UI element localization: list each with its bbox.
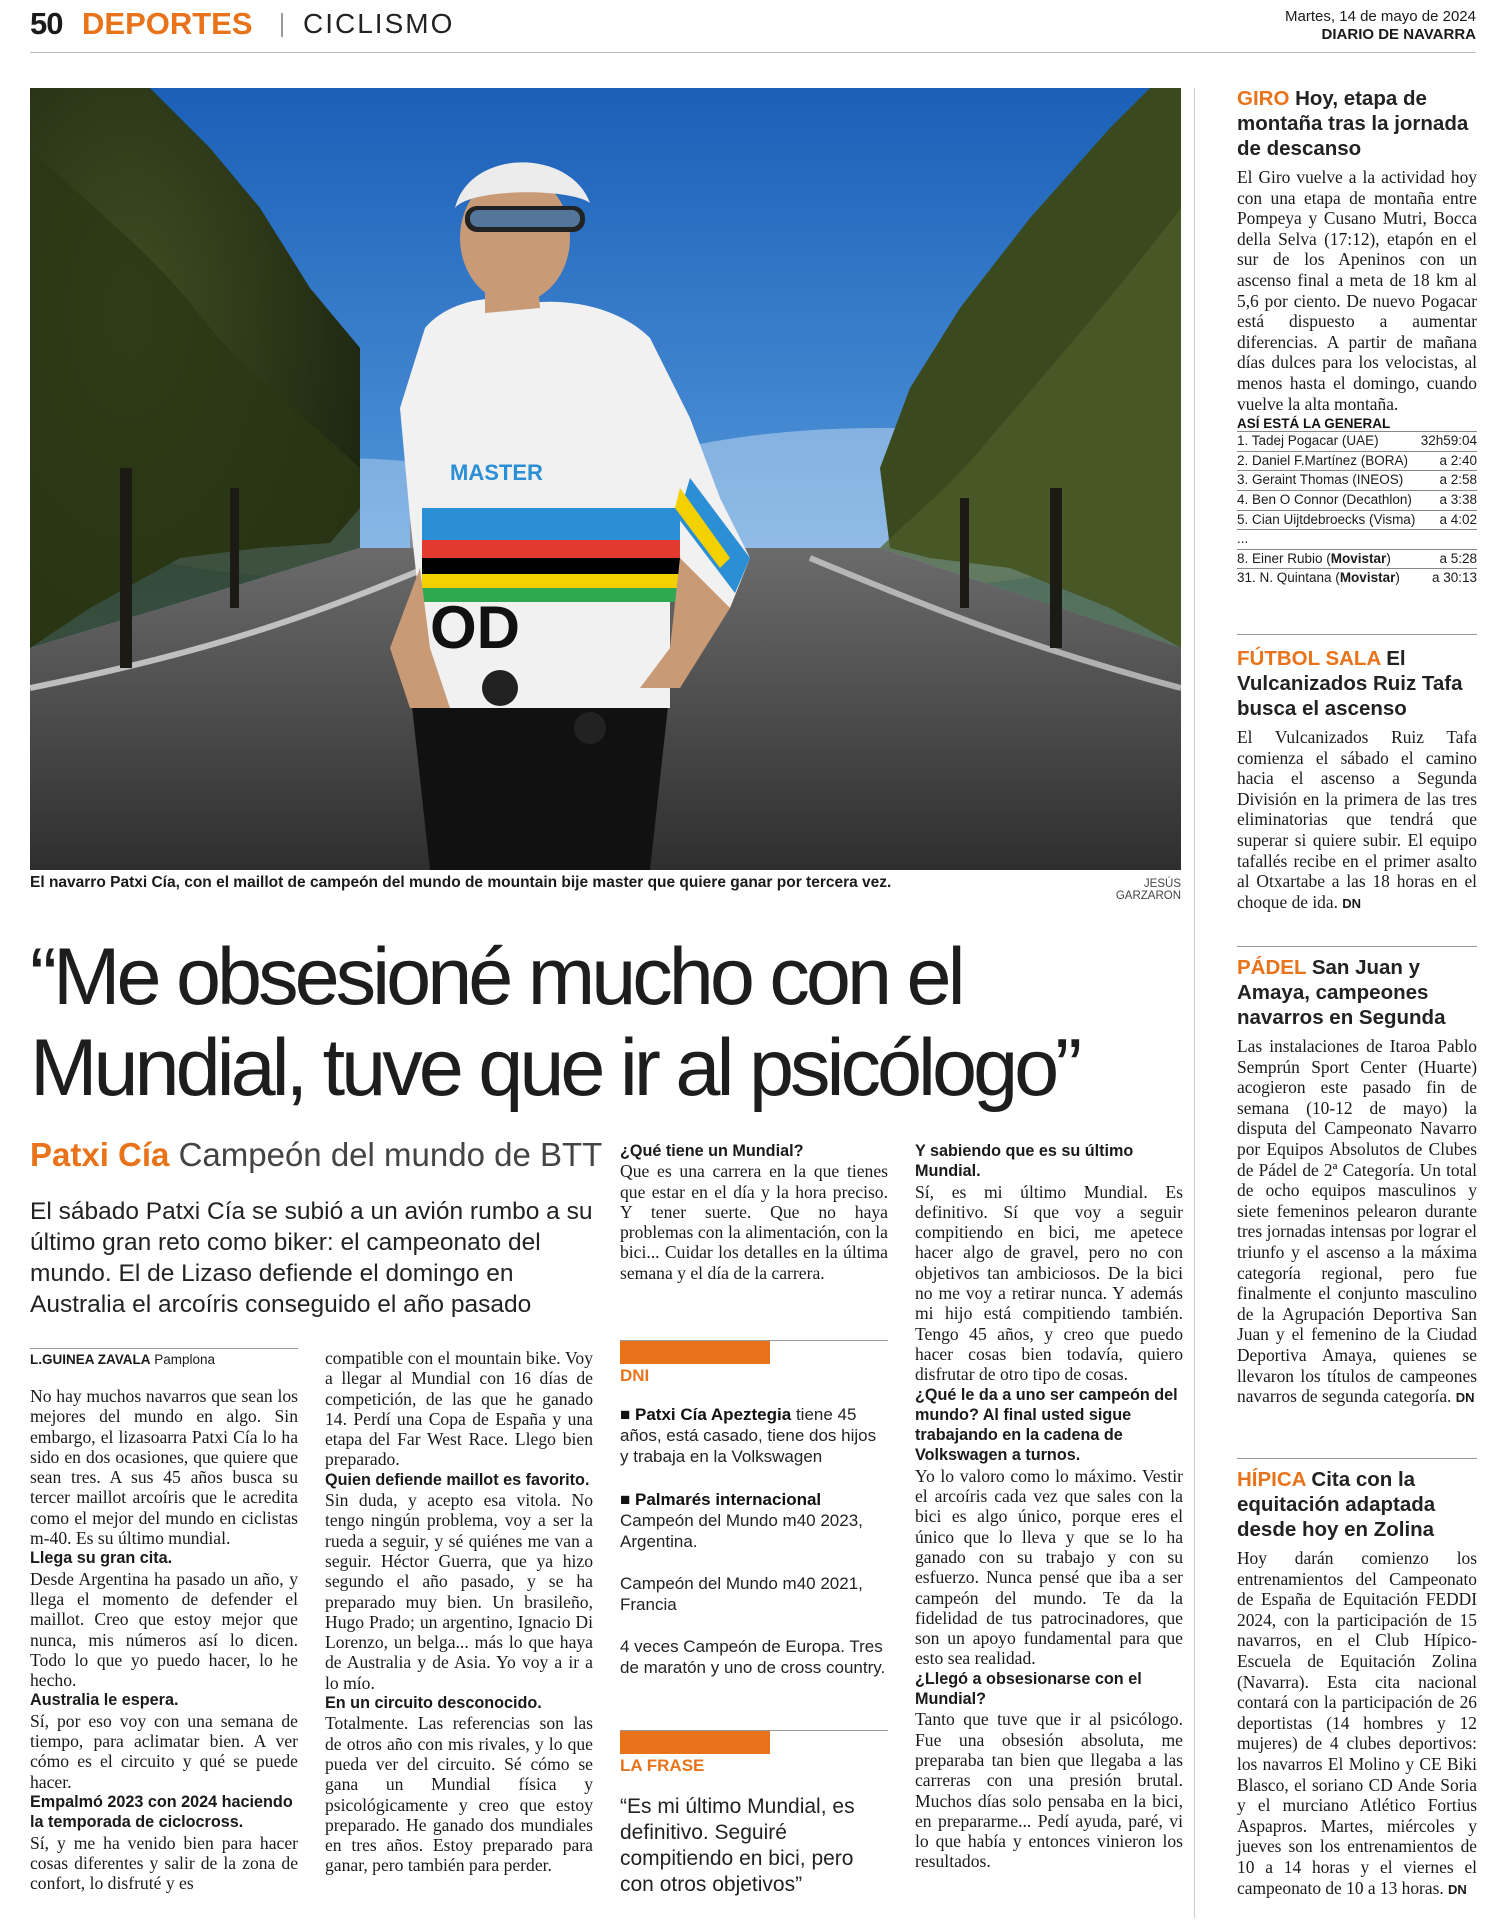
standings-rider: 4. Ben O Connor (Decathlon) bbox=[1237, 491, 1412, 507]
standings-team: Movistar bbox=[1339, 570, 1396, 586]
body-paragraph: Tanto que tuve que ir al psicólogo. Fue una obsesión absoluta, me preparaba tan bien que llegaba a las carreras con una presión brutal. Muchos días solo pensaba en la bici, en prepararme... Pedí ayuda, paré, vi lo que había y entonces vinieron los resultados. bbox=[915, 1709, 1183, 1872]
interview-question: Australia le espera. bbox=[30, 1691, 179, 1710]
futbol-body: El Vulcanizados Ruiz Tafa comienza el sábado el camino hacia el ascenso a Segunda División en la primera de las tres eliminatorias que tendrá que superar si quiere subir. El equipo tafallés recibe en el primer asalto al Otxartabe a las 18 horas en el choque de ida. DN bbox=[1237, 727, 1477, 912]
standings-row bbox=[1237, 452, 1477, 472]
standings-row bbox=[1237, 550, 1477, 570]
standings-row bbox=[1237, 432, 1477, 452]
sidebar-hipica bbox=[1237, 1467, 1477, 1900]
futbol-title: El Vulcanizados Ruiz Tafa busca el ascenso bbox=[1237, 647, 1463, 720]
sidebar-rule bbox=[1237, 634, 1477, 635]
palmares-item: Campeón del Mundo m40 2021, Francia bbox=[620, 1574, 863, 1614]
body-paragraph: Sin duda, y acepto esa vitola. No tengo ningún problema, voy a ser la rueda a seguir, y sé quiénes me van a seguir. Héctor Guerra, que ya hizo segundo el año pasado, y se ha preparado muy bien. Un brasileño, Hugo Prado; un argentino, Ignacio Di Lorenzo, un belga... más lo que haya de Australia y de Asia. Yo voy a ir a lo mío. bbox=[325, 1490, 593, 1693]
dni-palmares-title: Palmarés internacional bbox=[635, 1490, 822, 1509]
giro-body: El Giro vuelve a la actividad hoy con una etapa de montaña entre Pompeya y Cusano Mutri, Bocca della Selva (17:12), etapón en el sur de los Apeninos con un ascenso final a meta de 18 km al 5,6 por ciento. De nuevo Pogacar está dispuesto a aumentar diferencias. A partir de mañana días dulces para los velocistas, al menos hasta el domingo, cuando vuelve la alta montaña. bbox=[1237, 167, 1477, 414]
hipica-headline bbox=[1237, 1467, 1477, 1542]
headline-line-1: “Me obsesioné mucho con el bbox=[30, 932, 962, 1022]
dni-box-profile: ■ Patxi Cía Apeztegia tiene 45 años, está casado, tiene dos hijos y trabaja en la Volkswagen bbox=[620, 1405, 877, 1466]
main-photo bbox=[30, 88, 1181, 870]
body-paragraph: Sí, por eso voy con una semana de tiempo, para aclimatar bien. A ver cómo es el circuito y qué se puede hacer. bbox=[30, 1710, 298, 1792]
dni-box-accent bbox=[620, 1340, 770, 1364]
subhead-role: Campeón del mundo de BTT bbox=[178, 1136, 603, 1173]
interview-question: Y sabiendo que es su último Mundial. bbox=[915, 1142, 1134, 1181]
standings-gap: a 2:40 bbox=[1439, 452, 1477, 468]
dni-box-palmares: ■ Palmarés internacional Campeón del Mundo m40 2023, Argentina. Campeón del Mundo m40 2021, Francia 4 veces Campeón de Europa. Tres de maratón y uno de cross country. bbox=[620, 1489, 888, 1678]
standings-rider: ... bbox=[1237, 531, 1249, 547]
standings-gap: a 30:13 bbox=[1431, 570, 1477, 586]
standings-row bbox=[1237, 491, 1477, 511]
standings-rider: 8. Einer Rubio (Movistar) bbox=[1237, 550, 1391, 566]
sidebar-padel bbox=[1237, 955, 1477, 1409]
frase-box-accent bbox=[620, 1730, 770, 1754]
body-paragraph: Sí, y me ha venido bien para hacer cosas diferentes y salir de la zona de confort, lo disfruté y es bbox=[30, 1832, 298, 1894]
interview-question: Llega su gran cita. bbox=[30, 1549, 173, 1568]
padel-tag: PÁDEL bbox=[1237, 956, 1307, 979]
giro-headline bbox=[1237, 86, 1477, 161]
interview-question: ¿Qué le da a uno ser campeón del mundo? Al final usted sigue trabajando en la cadena de Volkswagen a turnos. bbox=[915, 1385, 1178, 1465]
hipica-tag: HÍPICA bbox=[1237, 1468, 1306, 1491]
padel-sign: DN bbox=[1455, 1390, 1475, 1406]
standings-gap: a 4:02 bbox=[1439, 511, 1477, 527]
hipica-sign: DN bbox=[1448, 1881, 1467, 1897]
headline-line-2: Mundial, tuve que ir al psicólogo” bbox=[30, 1023, 1079, 1113]
sidebar-divider bbox=[1194, 88, 1195, 1918]
futbol-headline bbox=[1237, 646, 1477, 721]
section-title: DEPORTES bbox=[82, 6, 253, 41]
standings-rider: 2. Daniel F.Martínez (BORA) bbox=[1237, 452, 1409, 468]
padel-body: Las instalaciones de Itaroa Pablo Semprún Sport Center (Huarte) acogieron este pasado fin de semana (10-12 de mayo) la disputa del Campeonato Navarro por Equipos Absolutos de Clubes de Pádel de 2ª Categoría. Un total de ocho equipos masculinos y siete femeninos pelearon durante tres jornadas intensas por lograr el triunfo y el ascenso a la máxima categoría regional, pero fue finalmente el conjunto masculino de la Agrupación Deportiva San Juan y el femenino de la Ciudad Deportiva Amaya, quienes se llevaron los títulos de campeones navarros de segunda categoría. DN bbox=[1237, 1036, 1477, 1407]
dni-box-title: DNI bbox=[620, 1366, 650, 1385]
subsection-title: CICLISMO bbox=[303, 8, 455, 39]
dni-name: Patxi Cía Apeztegia bbox=[635, 1405, 792, 1424]
standings-table bbox=[1237, 431, 1477, 588]
interview-question: ¿Llegó a obsesionarse con el Mundial? bbox=[915, 1669, 1142, 1709]
palmares-item: 4 veces Campeón de Europa. Tres de maratón y uno de cross country. bbox=[620, 1637, 886, 1677]
palmares-item: Campeón del Mundo m40 2023, Argentina. bbox=[620, 1511, 863, 1551]
standings-rider: 1. Tadej Pogacar (UAE) bbox=[1237, 433, 1379, 449]
futbol-tag: FÚTBOL SALA bbox=[1237, 647, 1381, 670]
interview-question: En un circuito desconocido. bbox=[325, 1694, 542, 1713]
hipica-body: Hoy darán comienzo los entrenamientos del Campeonato de España de Equitación FEDDI 2024, con la participación de 15 navarros, en el Club Hípico-Escuela de Equitación Zolina (Navarra). Esta cita nacional contará con la participación de 26 deportistas (14 hombres y 12 mujeres) de 4 clubes deportivos: los navarros El Molino y CE Biki Blasco, el soriano CD Ande Soria y el murciano Atlético Fortius Aspapros. Martes, miércoles y jueves son los entrenamientos de 10 a 14 horas y el viernes el campeonato de 10 a 13 horas. DN bbox=[1237, 1548, 1477, 1898]
interview-question: ¿Qué tiene un Mundial? bbox=[620, 1142, 804, 1160]
article-lede: El sábado Patxi Cía se subió a un avión rumbo a su último gran reto como biker: el campeonato del mundo. El de Lizaso defiende el domingo en Australia el arcoíris conseguido el año pasado bbox=[30, 1198, 593, 1318]
cyclist-photo-illustration bbox=[30, 88, 1181, 870]
photo-caption: El navarro Patxi Cía, con el maillot de campeón del mundo de mountain bije master que quiere ganar por tercera vez. bbox=[30, 874, 892, 891]
sidebar-rule bbox=[1237, 946, 1477, 947]
standings-gap: 32h59:04 bbox=[1420, 433, 1477, 449]
interview-question: Quien defiende maillot es favorito. bbox=[325, 1470, 590, 1489]
sidebar-futbol bbox=[1237, 646, 1477, 914]
standings-row bbox=[1237, 530, 1477, 550]
standings-gap: a 2:58 bbox=[1439, 472, 1477, 488]
standings-gap: a 5:28 bbox=[1439, 550, 1477, 566]
byline-place: Pamplona bbox=[154, 1352, 216, 1367]
body-paragraph: No hay muchos navarros que sean los mejores del mundo en algo. Sin embargo, el lizasoarra Patxi Cía lo ha sido en dos ocasiones, que quiere que sean tres. A sus 45 años busca su tercer maillot arcoíris que le acredita como el mejor del mundo en ciclistas m-40. Es su último mundial. bbox=[30, 1386, 298, 1549]
dni-name-text: tiene 45 años, está casado, tiene dos hijos y trabaja en la Volkswagen bbox=[620, 1405, 877, 1466]
standings-rider: 3. Geraint Thomas (INEOS) bbox=[1237, 472, 1404, 488]
frase-box-title: LA FRASE bbox=[620, 1756, 705, 1775]
frase-box-rule bbox=[620, 1730, 888, 1731]
interview-question: Empalmó 2023 con 2024 haciendo la temporada de ciclocross. bbox=[30, 1792, 293, 1832]
jersey-text: MASTER bbox=[450, 460, 543, 485]
article-column-3 bbox=[620, 1141, 888, 1283]
padel-title: San Juan y Amaya, campeones navarros en Segunda bbox=[1237, 956, 1446, 1029]
standings-rider: 31. N. Quintana (Movistar) bbox=[1237, 570, 1400, 586]
subhead-name: Patxi Cía bbox=[30, 1136, 170, 1173]
dni-box-rule bbox=[620, 1340, 888, 1341]
body-paragraph: Sí, es mi último Mundial. Es definitivo. Sí que voy a seguir compitiendo en bici, me apetece hacer algo de gravel, pero no con objetivos tan ambiciosos. De la bici no me voy a retirar nunca. Y además mi hijo está compitiendo también. Tengo 45 años, y creo que puedo hacer cosas bien todavía, quiero disfrutar de otro tipo de cosas. bbox=[915, 1181, 1183, 1385]
svg-text:OD: OD bbox=[430, 594, 520, 661]
standings-row bbox=[1237, 511, 1477, 531]
newspaper-name: DIARIO DE NAVARRA bbox=[1321, 26, 1476, 43]
header-rule bbox=[30, 52, 1476, 53]
standings-gap: a 3:38 bbox=[1439, 491, 1477, 507]
photo-credit: JESÚS GARZARON bbox=[1115, 878, 1181, 902]
giro-tag: GIRO bbox=[1237, 87, 1290, 110]
page-number: 50 bbox=[30, 6, 63, 41]
subheadline bbox=[30, 1136, 602, 1174]
body-paragraph: Yo lo valoro como lo máximo. Vestir el arcoíris cada vez que sales con la bici es algo único, porque eres el único que lo lleva y que se lo ha ganado con su trabajo y con su esfuerzo. Nunca pensé que iba a ser campeón del mundo. Te da la fidelidad de tus patrocinadores, que son un apoyo fundamental para que esto sea realidad. bbox=[915, 1465, 1183, 1669]
sidebar-giro bbox=[1237, 86, 1477, 588]
futbol-sign: DN bbox=[1342, 895, 1362, 911]
article-column-4 bbox=[915, 1141, 1183, 1872]
standings-row bbox=[1237, 569, 1477, 588]
byline bbox=[30, 1352, 215, 1367]
standings-row bbox=[1237, 471, 1477, 491]
frase-quote: “Es mi último Mundial, es definitivo. Seguiré compitiendo en bici, pero con otros objetivos” bbox=[620, 1795, 855, 1896]
standings-title: ASÍ ESTÁ LA GENERAL bbox=[1237, 416, 1391, 432]
header-divider bbox=[281, 13, 283, 37]
headline bbox=[30, 932, 1190, 1114]
body-paragraph: compatible con el mountain bike. Voy a llegar al Mundial con 16 días de competición, de las que he ganado 14. Perdí una Copa de España y una etapa del Far West Race. Llego bien preparado. bbox=[325, 1348, 593, 1470]
padel-headline bbox=[1237, 955, 1477, 1030]
sidebar-rule bbox=[1237, 1458, 1477, 1459]
article-column-2 bbox=[325, 1348, 593, 1876]
issue-date: Martes, 14 de mayo de 2024 bbox=[1285, 8, 1476, 25]
hipica-title: Cita con la equitación adaptada desde hoy en Zolina bbox=[1237, 1468, 1436, 1541]
standings-rider: 5. Cian Uijtdebroecks (Visma) bbox=[1237, 511, 1416, 527]
article-column-1 bbox=[30, 1386, 298, 1893]
byline-rule bbox=[30, 1348, 298, 1349]
byline-author: L.GUINEA ZAVALA bbox=[30, 1352, 151, 1367]
body-paragraph: Desde Argentina ha pasado un año, y llega el momento de defender el maillot. Creo que estoy mejor que nunca, mis números así lo dicen. Todo lo que yo puedo hacer, lo he hecho. bbox=[30, 1568, 298, 1691]
body-paragraph: Que es una carrera en la que tienes que estar en el día y la hora preciso. Y tener suerte. Que no haya problemas con la alimentación, con la bici... Cuidar los detalles en la última semana y el día de la carrera. bbox=[620, 1161, 888, 1283]
body-paragraph: Totalmente. Las referencias son las de otros año con mis rivales, y lo que pueda ver del circuito. Sé cómo se gana un Mundial física y psicológicamente y creo que estoy preparado. He ganado dos mundiales en tres años. Estoy preparado para ganar, pero también para perder. bbox=[325, 1713, 593, 1876]
giro-title: Hoy, etapa de montaña tras la jornada de descanso bbox=[1237, 87, 1469, 160]
standings-team: Movistar bbox=[1330, 550, 1387, 566]
